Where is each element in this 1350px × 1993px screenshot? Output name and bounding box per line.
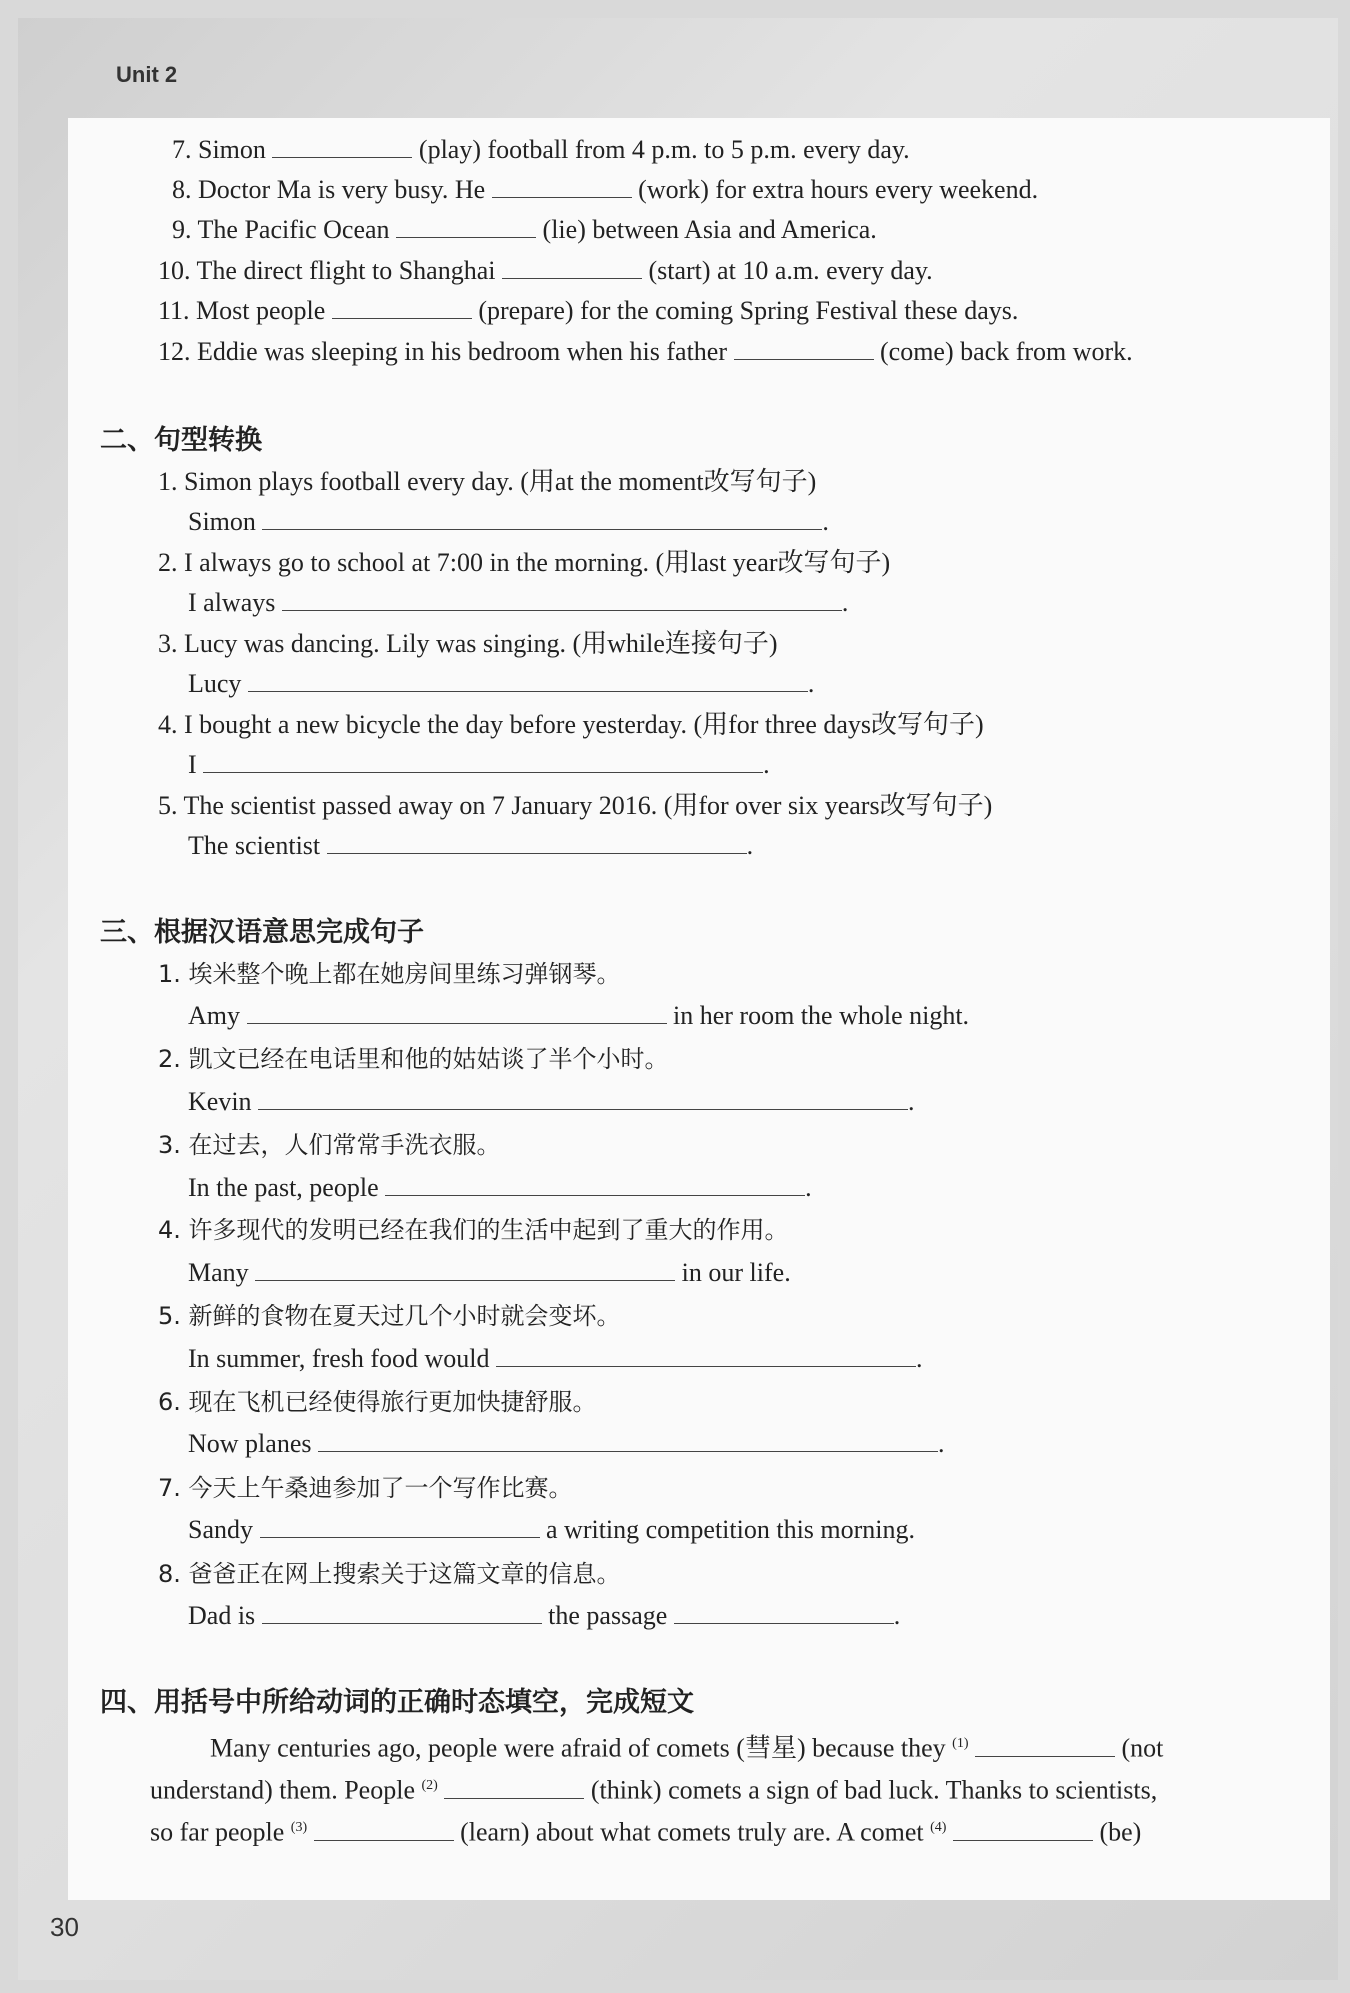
answer-blank[interactable] (258, 1087, 908, 1110)
s3-a8: Dad is the passage . (188, 1601, 901, 1630)
s2-q3: 3. Lucy was dancing. Lily was singing. (用while连接句子) (158, 629, 778, 658)
answer-blank[interactable] (272, 135, 412, 158)
s3-zh7: 7. 今天上午桑迪参加了一个写作比赛。 (158, 1474, 573, 1502)
s1-item-7: 7. Simon (play) football from 4 p.m. to 5 p.m. every day. (172, 135, 910, 164)
answer-blank[interactable] (203, 750, 763, 773)
answer-blank[interactable] (248, 669, 808, 692)
s4-line2: understand) them. People $^{(2)}$ (think) comets a sign of bad luck. Thanks to scientists, (150, 1775, 1158, 1805)
s3-zh2: 2. 凯文已经在电话里和他的姑姑谈了半个小时。 (158, 1045, 669, 1073)
s3-zh8: 8. 爸爸正在网上搜索关于这篇文章的信息。 (158, 1560, 621, 1588)
answer-blank[interactable] (247, 1001, 667, 1024)
answer-blank[interactable] (953, 1818, 1093, 1841)
answer-blank[interactable] (496, 1344, 916, 1367)
unit-header: Unit 2 (116, 62, 178, 87)
s2-a4: I . (188, 750, 770, 779)
s1-item-9: 9. The Pacific Ocean (lie) between Asia and America. (172, 215, 877, 244)
section2-title: 二、句型转换 (100, 425, 262, 456)
s3-zh3: 3. 在过去，人们常常手洗衣服。 (158, 1131, 501, 1159)
s3-a1: Amy in her room the whole night. (188, 1001, 970, 1030)
answer-blank[interactable] (318, 1429, 938, 1452)
s3-a5: In summer, fresh food would . (188, 1344, 923, 1373)
s1-item-11: 11. Most people (prepare) for the coming Spring Festival these days. (158, 296, 1019, 325)
s3-zh5: 5. 新鲜的食物在夏天过几个小时就会变坏。 (158, 1302, 621, 1330)
answer-blank[interactable] (734, 337, 874, 360)
answer-blank[interactable] (385, 1173, 805, 1196)
s2-q4: 4. I bought a new bicycle the day before yesterday. (用for three days改写句子) (158, 710, 984, 739)
answer-blank[interactable] (314, 1818, 454, 1841)
s3-zh1: 1. 埃米整个晚上都在她房间里练习弹钢琴。 (158, 960, 621, 988)
s3-a4: Many in our life. (188, 1258, 791, 1287)
s3-a3: In the past, people . (188, 1173, 812, 1202)
answer-blank[interactable] (255, 1258, 675, 1281)
answer-blank[interactable] (492, 175, 632, 198)
s1-item-12: 12. Eddie was sleeping in his bedroom when his father (come) back from work. (158, 337, 1133, 366)
answer-blank[interactable] (502, 256, 642, 279)
s2-q2: 2. I always go to school at 7:00 in the morning. (用last year改写句子) (158, 548, 891, 577)
page-number: 30 (50, 1912, 79, 1942)
s2-q1: 1. Simon plays football every day. (用at the moment改写句子) (158, 467, 817, 496)
answer-blank[interactable] (260, 1515, 540, 1538)
answer-blank[interactable] (396, 215, 536, 238)
answer-blank[interactable] (282, 588, 842, 611)
s3-a7: Sandy a writing competition this morning. (188, 1515, 916, 1544)
s1-item-8: 8. Doctor Ma is very busy. He (work) for extra hours every weekend. (172, 175, 1039, 204)
answer-blank[interactable] (332, 296, 472, 319)
s3-a2: Kevin . (188, 1087, 915, 1116)
section4-title: 四、用括号中所给动词的正确时态填空，完成短文 (100, 1687, 694, 1718)
s4-line1: Many centuries ago, people were afraid of comets (彗星) because they $^{(1)}$ (not (210, 1733, 1164, 1763)
s3-zh4: 4. 许多现代的发明已经在我们的生活中起到了重大的作用。 (158, 1216, 789, 1244)
s2-a5: The scientist . (188, 831, 754, 860)
s1-item-10: 10. The direct flight to Shanghai (start) at 10 a.m. every day. (158, 256, 933, 285)
s2-q5: 5. The scientist passed away on 7 January 2016. (用for over six years改写句子) (158, 791, 993, 820)
s3-a6: Now planes . (188, 1429, 945, 1458)
answer-blank[interactable] (262, 507, 822, 530)
answer-blank[interactable] (262, 1601, 542, 1624)
answer-blank[interactable] (674, 1601, 894, 1624)
s3-zh6: 6. 现在飞机已经使得旅行更加快捷舒服。 (158, 1388, 597, 1416)
answer-blank[interactable] (444, 1776, 584, 1799)
answer-blank[interactable] (975, 1734, 1115, 1757)
s2-a2: I always . (188, 588, 849, 617)
s2-a3: Lucy . (188, 669, 815, 698)
answer-blank[interactable] (327, 831, 747, 854)
s4-line3: so far people $^{(3)}$ (learn) about what comets truly are. A comet $^{(4)}$ (be) (150, 1817, 1142, 1847)
section3-title: 三、根据汉语意思完成句子 (100, 917, 424, 948)
s2-a1: Simon . (188, 507, 829, 536)
